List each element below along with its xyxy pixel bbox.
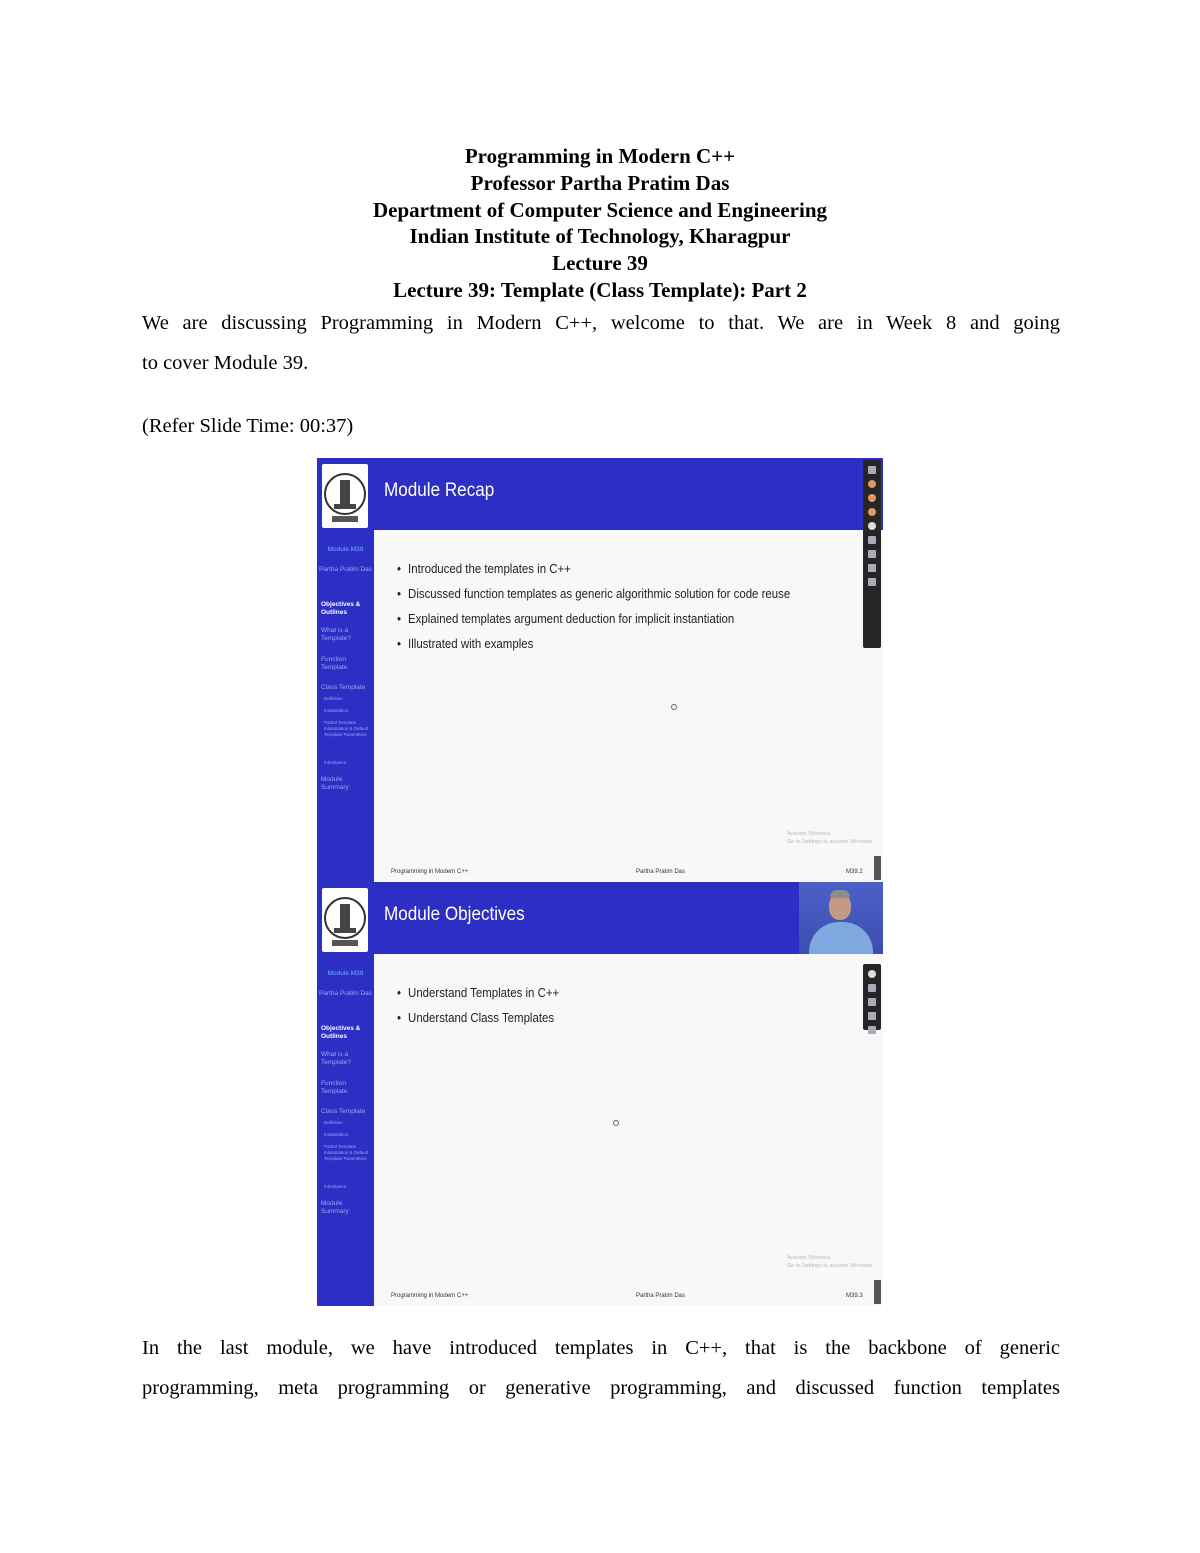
closing-line-1: In the last module, we have introduced templates in C++, that is the backbone of generic <box>142 1337 1060 1359</box>
bullet-item: • Explained templates argument deduction for implicit instantiation <box>397 606 790 631</box>
slide-bullet-list <box>397 980 559 1030</box>
sidebar-author: Partha Pratim Das <box>318 566 373 573</box>
sidebar-item-summary: Module Summary <box>321 776 349 791</box>
sidebar-subitem-instantiation: Instantiation <box>324 708 349 713</box>
mouse-cursor-icon <box>671 704 677 710</box>
line-tool-icon[interactable] <box>868 984 876 992</box>
highlighter-tool-icon[interactable] <box>868 494 876 502</box>
pointer-tool-icon[interactable] <box>868 466 876 474</box>
intro-line-1: We are discussing Programming in Modern C++, welcome to that. We are in Week 8 and going <box>142 312 1060 334</box>
pen-tool-icon[interactable] <box>868 480 876 488</box>
sidebar-item-what-is-template: What is a Template? <box>321 627 351 642</box>
slide-footer-number: M39.3 <box>846 1293 863 1299</box>
lecture-number: Lecture 39 <box>552 251 648 276</box>
department-name: Department of Computer Science and Engineering <box>373 197 827 222</box>
sidebar-item-function-template: Function Template <box>321 656 348 671</box>
bullet-item: • Illustrated with examples <box>397 631 790 656</box>
sidebar-item-what-is-template: What is a Template? <box>321 1051 351 1066</box>
iit-logo <box>322 464 368 528</box>
bullet-item: • Discussed function templates as generic algorithmic solution for code reuse <box>397 581 790 606</box>
professor-name: Professor Partha Pratim Das <box>470 170 730 195</box>
refer-slide-time: (Refer Slide Time: 00:37) <box>142 415 354 437</box>
sidebar-subitem-definition: Definition <box>324 1120 343 1125</box>
scroll-handle[interactable] <box>874 1280 881 1304</box>
shape-tool-icon[interactable] <box>868 998 876 1006</box>
page-tool-icon[interactable] <box>868 1012 876 1020</box>
lecture-title: Lecture 39: Template (Class Template): Part 2 <box>393 277 807 302</box>
slide-module-objectives <box>317 882 883 1306</box>
slide-footer-course: Programming in Modern C++ <box>391 869 469 875</box>
scroll-handle[interactable] <box>874 856 881 880</box>
sidebar-author: Partha Pratim Das <box>318 990 373 997</box>
bullet-item: • Understand Templates in C++ <box>397 980 559 1005</box>
slide-module-recap <box>317 458 883 882</box>
sidebar-item-summary: Module Summary <box>321 1200 349 1215</box>
screen-tool-icon[interactable] <box>868 578 876 586</box>
annotation-toolbar[interactable] <box>863 964 881 1030</box>
slide-title: Module Recap <box>384 480 495 501</box>
sidebar-subitem-inheritance: Inheritance <box>324 1184 347 1189</box>
annotation-toolbar[interactable] <box>863 460 881 648</box>
sidebar-item-class-template: Class Template <box>321 1108 366 1115</box>
slide-footer-author: Partha Pratim Das <box>636 869 686 875</box>
iit-logo <box>322 888 368 952</box>
watermark-line-1: Activate Windows <box>787 831 831 837</box>
slide-screenshot <box>317 458 883 1306</box>
slide-bullet-list <box>397 556 790 656</box>
intro-paragraph <box>142 303 1060 383</box>
sidebar-item-objectives: Objectives & Outlines <box>321 1025 361 1040</box>
course-title: Programming in Modern C++ <box>464 144 736 168</box>
presenter-body <box>809 922 873 954</box>
sidebar-module: Module M39 <box>327 970 364 977</box>
slide-footer-course: Programming in Modern C++ <box>391 1293 469 1299</box>
closing-line-2: programming, meta programming or generative programming, and discussed function templates <box>142 1377 1060 1399</box>
presenter-webcam <box>799 882 883 954</box>
slide-footer-author: Partha Pratim Das <box>636 1293 686 1299</box>
sidebar-subitem-partial: Partial Template Instantiation & Default Template Parameters <box>324 720 369 737</box>
shape-tool-icon[interactable] <box>868 550 876 558</box>
presenter-hair <box>830 890 850 898</box>
activate-windows-watermark <box>787 830 874 846</box>
eraser-tool-icon[interactable] <box>868 522 876 530</box>
bullet-item: • Understand Class Templates <box>397 1005 559 1030</box>
slide-title: Module Objectives <box>384 904 525 925</box>
sidebar-subitem-inheritance: Inheritance <box>324 760 347 765</box>
slide-footer-number: M39.2 <box>846 869 863 875</box>
sidebar-module: Module M39 <box>327 546 364 553</box>
activate-windows-watermark <box>787 1254 874 1270</box>
slide-sidebar <box>317 882 374 1306</box>
bullet-item: • Introduced the templates in C++ <box>397 556 790 581</box>
eraser-tool-icon[interactable] <box>868 970 876 978</box>
screen-tool-icon[interactable] <box>868 1026 876 1034</box>
sidebar-subitem-definition: Definition <box>324 696 343 701</box>
institute-name: Indian Institute of Technology, Kharagpur <box>409 224 791 249</box>
sidebar-subitem-partial: Partial Template Instantiation & Default Template Parameters <box>324 1144 369 1161</box>
document-header <box>0 143 1200 304</box>
page-tool-icon[interactable] <box>868 564 876 572</box>
slide-sidebar <box>317 458 374 882</box>
sidebar-subitem-instantiation: Instantiation <box>324 1132 349 1137</box>
watermark-line-2: Go to Settings to activate Windows. <box>787 839 874 845</box>
sidebar-item-class-template: Class Template <box>321 684 366 691</box>
closing-paragraph <box>142 1328 1060 1408</box>
watermark-line-2: Go to Settings to activate Windows. <box>787 1263 874 1269</box>
watermark-line-1: Activate Windows <box>787 1255 831 1261</box>
intro-line-2: to cover Module 39. <box>142 352 309 374</box>
mouse-cursor-icon <box>613 1120 619 1126</box>
sidebar-item-function-template: Function Template <box>321 1080 348 1095</box>
line-tool-icon[interactable] <box>868 536 876 544</box>
marker-tool-icon[interactable] <box>868 508 876 516</box>
sidebar-item-objectives: Objectives & Outlines <box>321 601 361 616</box>
